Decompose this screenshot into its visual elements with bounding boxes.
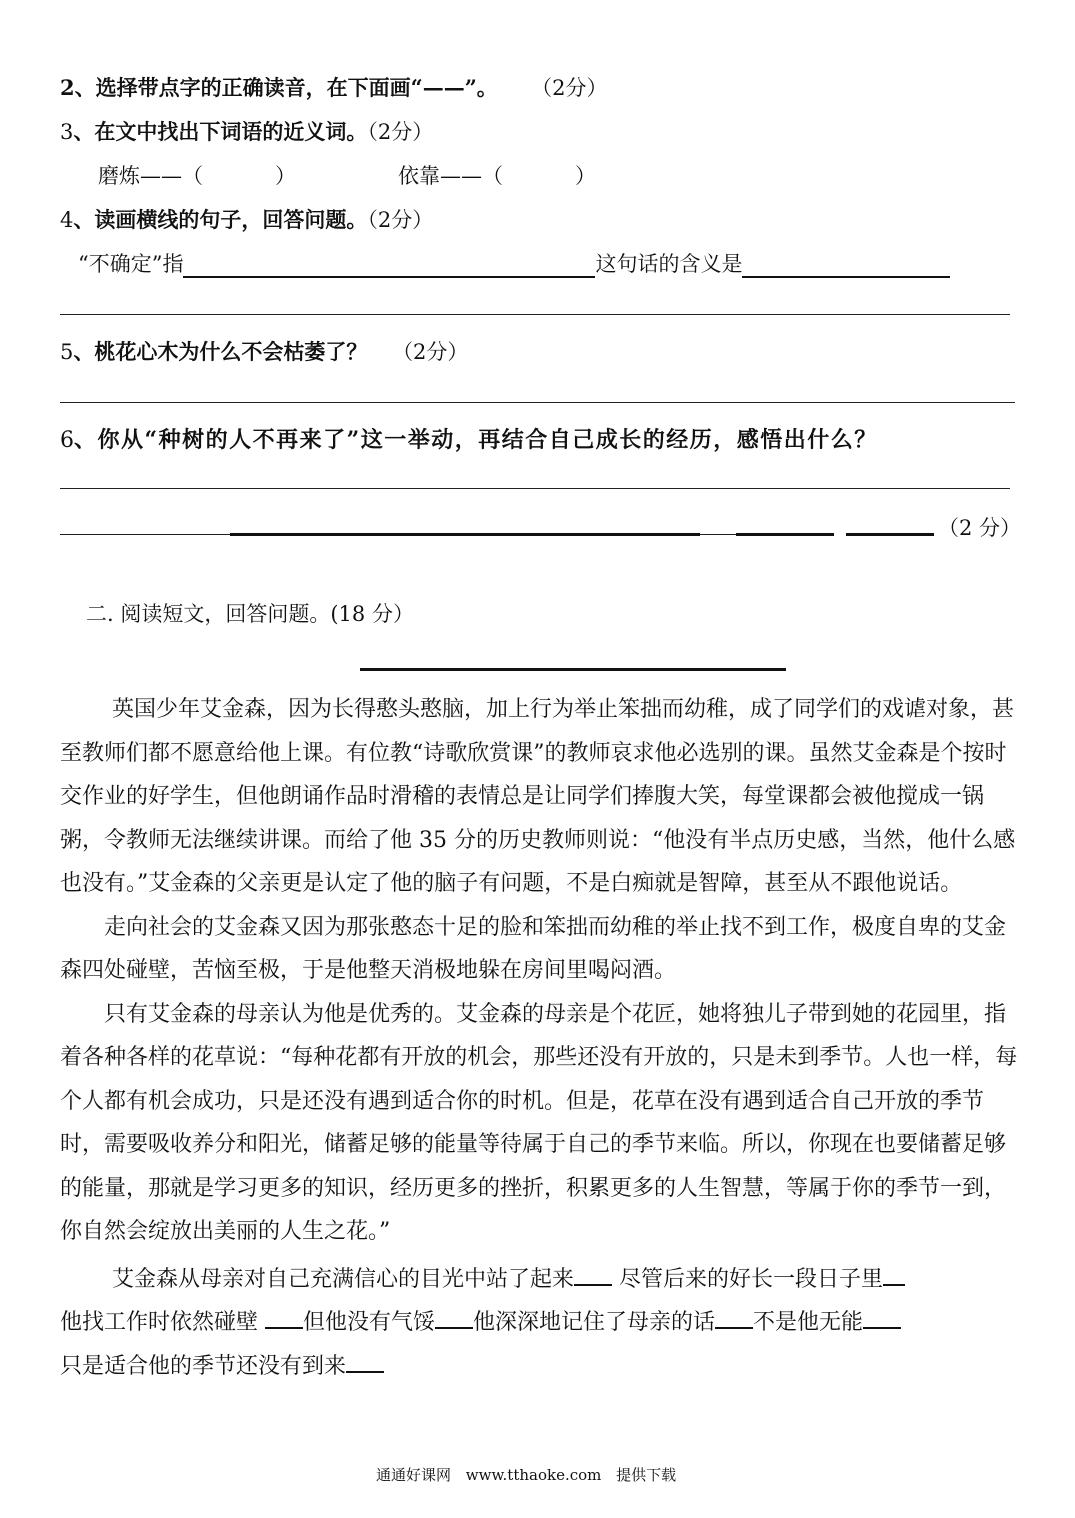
- question-4-answer-line: [78, 248, 950, 278]
- question-6-points: （2 分）: [938, 516, 1022, 540]
- question-5-answer-rule[interactable]: [60, 402, 1015, 403]
- punctuation-blank-1[interactable]: [574, 1262, 612, 1286]
- question-6: [60, 423, 878, 454]
- passage-paragraph-4: [60, 1258, 1020, 1389]
- synonym-item-2: [398, 160, 596, 190]
- question-2-text: 、选择带点字的正确读音，在下面画“——”。: [74, 75, 498, 100]
- question-2-number: 2: [60, 75, 75, 100]
- footer-site-name: 通通好课网: [376, 1466, 452, 1484]
- question-6-answer-rule-2d[interactable]: [736, 533, 834, 536]
- question-2-points: （2分）: [531, 76, 608, 100]
- question-4-prompt-1: “不确定”指: [78, 252, 184, 276]
- footer: [376, 1464, 676, 1485]
- question-6-answer-rule-2a[interactable]: [60, 534, 230, 535]
- question-2: [60, 72, 607, 102]
- punctuation-blank-7[interactable]: [346, 1349, 384, 1373]
- question-5-text: 、桃花心木为什么不会枯萎了？: [73, 339, 368, 364]
- passage-p4-segment-3: 他找工作时依然碰壁: [60, 1310, 259, 1335]
- question-6-text: 、你从“种树的人不再来了”这一举动，再结合自己成长的经历，感悟出什么？: [74, 427, 878, 453]
- punctuation-blank-5[interactable]: [715, 1305, 753, 1329]
- punctuation-blank-2[interactable]: [883, 1262, 905, 1286]
- question-4-blank-2[interactable]: [742, 252, 950, 278]
- question-5-number: 5: [60, 340, 74, 364]
- question-4-number: 4: [60, 208, 74, 232]
- question-5: [60, 336, 468, 366]
- synonym-item-2-label: 依靠——（: [398, 164, 503, 188]
- question-4-text: 、读画横线的句子，回答问题。: [73, 207, 368, 232]
- synonym-item-1-label: 磨炼——（: [98, 164, 203, 188]
- synonym-item-1-close: ）: [275, 164, 296, 188]
- section-2-heading: 二. 阅读短文，回答问题。(18 分）: [86, 602, 414, 626]
- passage-p4-segment-5: 他深深地记住了母亲的话: [473, 1310, 716, 1335]
- question-4: [60, 204, 433, 234]
- passage-p4-segment-7: 只是适合他的季节还没有到来: [60, 1353, 347, 1379]
- passage-p4-segment-4: 但他没有气馁: [303, 1310, 436, 1335]
- question-3-points: （2分）: [367, 120, 434, 144]
- punctuation-blank-6[interactable]: [863, 1305, 901, 1329]
- passage: [60, 688, 1020, 1388]
- synonym-item-1: [98, 160, 296, 190]
- question-6-number: 6: [60, 428, 74, 453]
- footer-suffix: 提供下载: [616, 1466, 677, 1484]
- question-4-blank-1[interactable]: [183, 252, 595, 278]
- passage-paragraph-3: 只有艾金森的母亲认为他是优秀的。艾金森的母亲是个花匠，她将独儿子带到她的花园里，指着各种各样的花草说：“每种花都有开放的机会，那些还没有开放的，只是未到季节。人也一样，每个人都有机会成功，只是还没有遇到适合你的时机。但是，花草在没有遇到适合自己开放的季节时，需要吸收养分和阳光，储蓄足够的能量等待属于自己的季节来临。所以，你现在也要储蓄足够的能量，那就是学习更多的知识，经历更多的挫折，积累更多的人生智慧，等属于你的季节一到，你自然会绽放出美丽的人生之花。”: [60, 1001, 1018, 1244]
- passage-p4-segment-2: 尽管后来的好长一段日子里: [619, 1266, 884, 1292]
- question-6-answer-rule-2b[interactable]: [230, 533, 700, 536]
- footer-url[interactable]: www.tthaoke.com: [465, 1466, 602, 1484]
- question-3: [60, 116, 433, 146]
- passage-paragraph-2: 走向社会的艾金森又因为那张憨态十足的脸和笨拙而幼稚的举止找不到工作，极度自卑的艾金森四处碰壁，苦恼至极，于是他整天消极地躲在房间里喝闷酒。: [60, 914, 1007, 983]
- question-6-answer-rule-2c[interactable]: [700, 534, 736, 535]
- question-3-number: 3: [60, 120, 74, 144]
- punctuation-blank-4[interactable]: [435, 1305, 473, 1329]
- question-4-prompt-2: 这句话的含义是: [595, 252, 743, 276]
- passage-title-blank[interactable]: [360, 668, 786, 671]
- punctuation-blank-3[interactable]: [265, 1305, 303, 1329]
- synonym-item-2-close: ）: [575, 164, 596, 188]
- question-5-points: （2分）: [392, 340, 469, 364]
- passage-p4-segment-6: 不是他无能: [753, 1310, 864, 1335]
- passage-p4-segment-1: 艾金森从母亲对自己充满信心的目光中站了起来: [112, 1266, 575, 1292]
- passage-paragraph-1: 英国少年艾金森，因为长得憨头憨脑，加上行为举止笨拙而幼稚，成了同学们的戏谑对象，甚至教师们都不愿意给他上课。有位教“诗歌欣赏课”的教师哀求他必选别的课。虽然艾金森是个按时交作业的好学生，但他朗诵作品时滑稽的表情总是让同学们捧腹大笑，每堂课都会被他搅成一锅粥，令教师无法继续讲课。而给了他 35 分的历史教师则说：“他没有半点历史感，当然，他什么感也没有。”艾金森的父亲更是认定了他的脑子有问题，不是白痴就是智障，甚至从不跟他说话。: [60, 697, 1016, 896]
- question-6-answer-rule-2e[interactable]: [846, 533, 934, 536]
- question-4-points: （2分）: [367, 208, 434, 232]
- question-3-text: 、在文中找出下词语的近义词。: [73, 119, 368, 144]
- question-4-answer-rule[interactable]: [60, 314, 1010, 315]
- question-6-answer-rule-1[interactable]: [60, 488, 1010, 489]
